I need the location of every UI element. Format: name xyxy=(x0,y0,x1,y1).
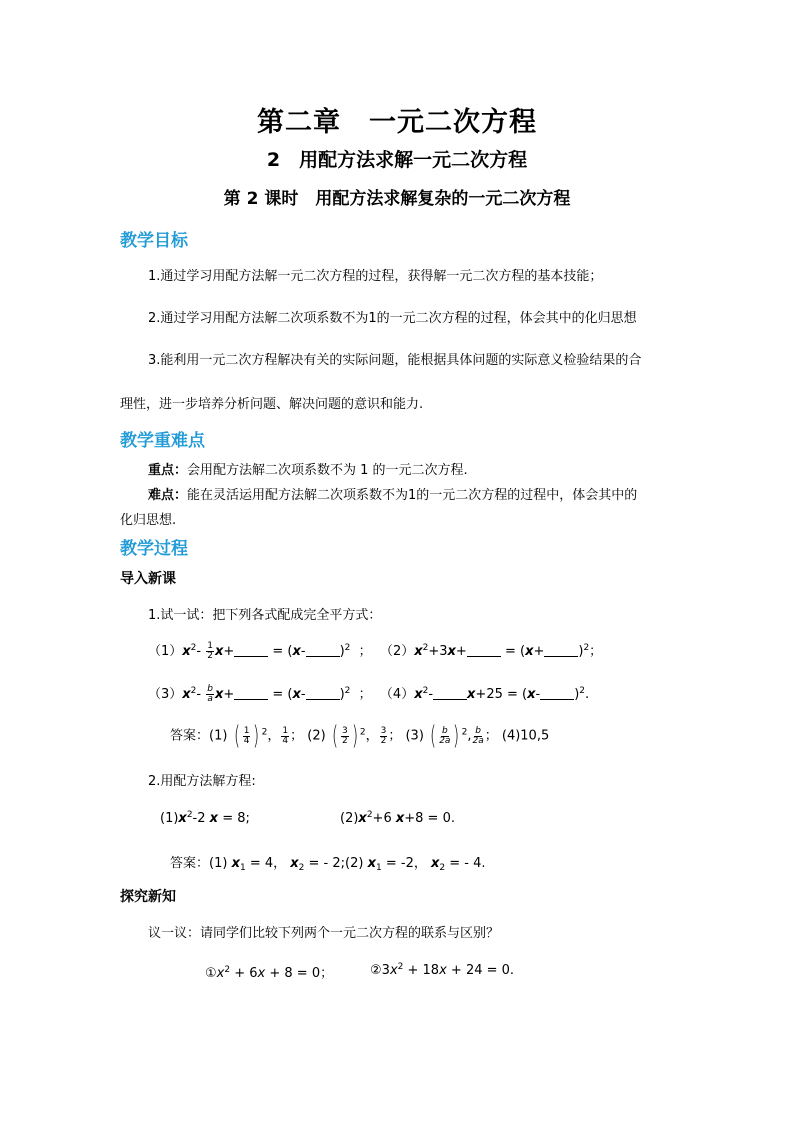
focus-line xyxy=(148,459,468,478)
difficulty-text: 能在灵活运用配方法解二次项系数不为1的一元二次方程的过程中，体会其中的 xyxy=(187,488,638,503)
answer-blank[interactable] xyxy=(234,687,268,700)
difficulty-label: 难点： xyxy=(148,488,188,503)
answer-blank[interactable] xyxy=(234,644,268,657)
question-1: 1.试一试：把下列各式配成完全平方式： xyxy=(148,608,382,623)
equation-line-4: $(2)x^2+6$ x+8 = 0. xyxy=(340,810,455,826)
objective-item: 3.能利用一元二次方程解决有关的实际问题，能根据具体问题的实际意义检验结果的合 xyxy=(148,353,642,368)
objective-item: 理性，进一步培养分析问题、解决问题的意识和能力. xyxy=(120,397,424,412)
answer-line-1: 答案：(1) ( $\frac{1}{4}$ ) $^2$， $\frac{1}{4}$ ； (2) ( $\frac{3}{2}$ ) $^2$， $\frac{3}{2}$ ； (3) ( $\frac{b}{2a}$ ) $^2$, $\frac{b}{2a}$ ； (4)10,5 xyxy=(170,721,550,751)
answer-blank[interactable] xyxy=(433,687,467,700)
question-2: 2.用配方法解方程: xyxy=(148,774,256,789)
equation-line-3: $(1)x^2-2$ x = 8; xyxy=(160,810,250,826)
fraction: $\frac{1}{2}$ xyxy=(207,641,213,661)
process-heading: 教学过程 xyxy=(120,539,188,559)
eq-number: （1） xyxy=(148,644,183,659)
focus-text: 会用配方法解二次项系数不为 1 的一元二次方程. xyxy=(187,463,468,478)
section-title: 2 用配方法求解一元二次方程 xyxy=(266,149,528,171)
eq-number: （3） xyxy=(148,687,183,702)
equation-line-1: $(1)x^2-$ $\frac{1}{2}$ x+ = (x- )$^2$ ； $(2)x^2+3x+ = (x+ )^2$； xyxy=(148,641,603,661)
key-points-heading: 教学重难点 xyxy=(120,431,205,451)
chapter-title: 第二章 一元二次方程 xyxy=(257,107,537,138)
equation-b: $②3x^2 + 18x + 24 = 0$. xyxy=(370,962,515,978)
intro-heading: 导入新课 xyxy=(120,571,176,587)
discuss-line: 议一议：请同学们比较下列两个一元二次方程的联系与区别？ xyxy=(148,926,500,941)
lesson-title: 第 2 课时 用配方法求解复杂的一元二次方程 xyxy=(223,189,571,209)
answer-line-2: 答案：(1) $x_1 = 4$， $x_2$ = - 2;(2) $x_1 = -2$， $x_2$ = - 4. xyxy=(170,856,486,873)
focus-label: 重点： xyxy=(148,463,188,478)
difficulty-line xyxy=(148,484,637,503)
answer-blank[interactable] xyxy=(544,644,578,657)
fraction: $\frac{b}{a}$ xyxy=(207,684,213,704)
equation-a: $①x^2 + 6x + 8 = 0$； xyxy=(205,965,334,981)
objective-item: 1.通过学习用配方法解一元二次方程的过程，获得解一元二次方程的基本技能； xyxy=(148,269,603,284)
difficulty-cont: 化归思想. xyxy=(120,513,177,528)
explore-heading: 探究新知 xyxy=(120,889,176,905)
answer-blank[interactable] xyxy=(306,644,340,657)
answer-blank[interactable] xyxy=(540,687,574,700)
answer-blank[interactable] xyxy=(306,687,340,700)
equation-line-2: $(3)x^2-$ $\frac{b}{a}$ x+ = (x- )$^2$ ； $(4)x^2-$ x+25 = (x- )$^2$. xyxy=(148,684,590,704)
objectives-heading: 教学目标 xyxy=(120,231,188,251)
answer-blank[interactable] xyxy=(467,644,501,657)
objective-item: 2.通过学习用配方法解二次项系数不为1的一元二次方程的过程，体会其中的化归思想 xyxy=(148,311,637,326)
